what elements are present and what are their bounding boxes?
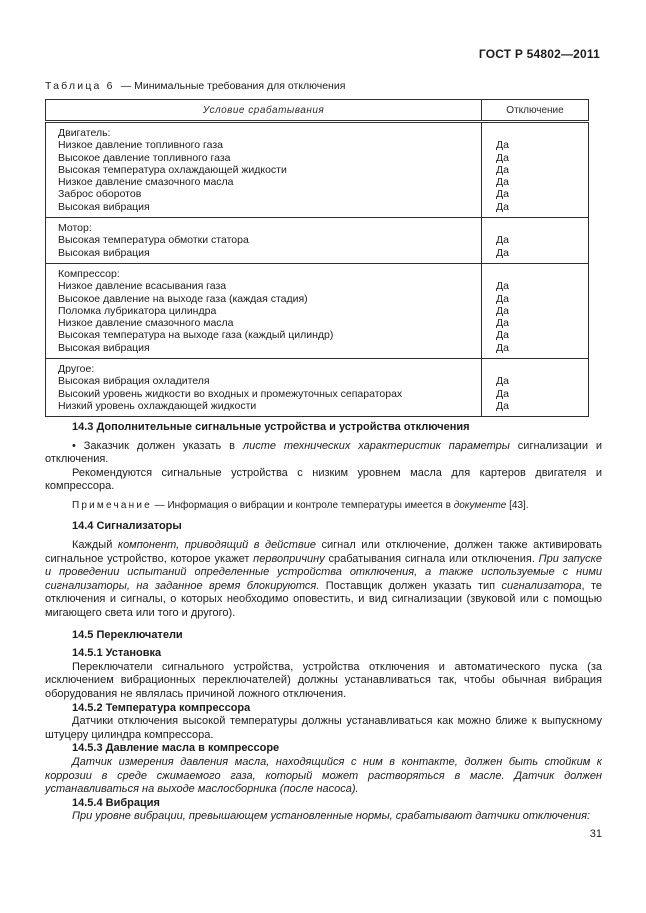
text-run: 14.5.1 Установка — [72, 647, 162, 660]
section-14-5-4-heading — [45, 797, 602, 811]
column-header-condition: Условие срабатывания — [46, 100, 482, 122]
condition-line: Высокая вибрация — [58, 200, 150, 213]
italic-run: сигнализатора — [501, 579, 582, 592]
shutdown-value: Да — [496, 375, 509, 388]
section-14-5-2-heading — [45, 702, 602, 716]
condition-line: Высокая температура охлаждающей жидкости — [58, 163, 287, 176]
shutdown-value: Да — [496, 163, 509, 176]
condition-line: Низкое давление топливного газа — [58, 139, 224, 152]
italic-run: При уровне вибрации, превышающем установленные нормы, срабатывают датчики отключения: — [72, 810, 591, 823]
condition-cell — [46, 263, 482, 358]
italic-run: листе технических характеристик параметры — [242, 439, 510, 452]
section-14-5-3-heading — [45, 742, 602, 756]
table-caption-text: — Минимальные требования для отключения — [120, 80, 346, 92]
table-body — [46, 122, 589, 417]
condition-line: Высокий уровень жидкости во входных и промежуточных сепараторах — [58, 387, 403, 400]
table-caption — [45, 80, 345, 92]
shutdown-value: Да — [496, 387, 509, 400]
text-run: Поставщик должен указать тип — [319, 579, 502, 592]
condition-cell — [46, 122, 482, 218]
shutdown-value: Да — [496, 341, 509, 354]
condition-line: Высокая вибрация — [58, 246, 150, 259]
shutdown-value: Да — [496, 200, 509, 213]
para-installation — [45, 661, 602, 702]
condition-cell — [46, 359, 482, 417]
condition-line: Другое: — [58, 363, 95, 376]
table-header-row — [46, 100, 589, 122]
shutdown-value: Да — [496, 139, 509, 152]
text-run: 14.5 Переключатели — [72, 628, 183, 641]
sections — [45, 413, 602, 824]
condition-line: Низкий уровень охлаждающей жидкости — [58, 399, 257, 412]
text-run: , те отключения и сигналы, о которых необходимо оповестить, и вид сигнализации (звуковой или с помощью мигающего света или того и другого). — [45, 579, 602, 620]
shutdown-value — [496, 222, 584, 234]
condition-line: Низкое давление смазочного масла — [58, 317, 234, 330]
text-run: 14.5.3 Давление масла в компрессоре — [72, 742, 280, 755]
shutdown-value: Да — [496, 304, 509, 317]
shutdown-value: Да — [496, 176, 509, 189]
text-run: сигнал или отключение, должен также активировать сигнальное устройство, которое укажет — [45, 539, 602, 565]
condition-line: Высокое давление на выходе газа (каждая стадия) — [58, 292, 308, 305]
note-vibration-info — [45, 500, 602, 513]
shutdown-value: Да — [496, 151, 509, 164]
table-group-row — [46, 359, 589, 417]
italic-run: компонент, приводящий в действие — [117, 539, 316, 552]
para-compressor-temperature — [45, 715, 602, 742]
text-run: 14.5.4 Вибрация — [72, 796, 160, 809]
shutdown-cell — [482, 263, 589, 358]
column-header-shutdown: Отключение — [482, 100, 589, 122]
shutdown-value — [496, 127, 584, 139]
shutdown-cell — [482, 359, 589, 417]
table-header — [46, 100, 589, 122]
text-run: Рекомендуются сигнальные устройства с низким уровнем масла для картеров двигателя и компрессора. — [45, 466, 602, 493]
condition-line: Низкое давление смазочного масла — [58, 176, 234, 189]
table-group-row — [46, 122, 589, 218]
condition-cell — [46, 218, 482, 264]
shutdown-value: Да — [496, 246, 509, 259]
condition-line: Поломка лубрикатора цилиндра — [58, 304, 217, 317]
italic-run: первопричину — [253, 552, 325, 565]
shutdown-value: Да — [496, 292, 509, 305]
text-run: Примечание — [72, 499, 152, 511]
section-14-3-heading — [45, 421, 602, 435]
para-annunciators — [45, 539, 602, 621]
shutdown-value — [496, 363, 584, 375]
text-run: [43]. — [506, 499, 529, 511]
shutdown-requirements-table — [45, 99, 589, 417]
italic-run: Датчик измерения давления масла, находящийся с ним в контакте, должен быть стойким к коррозии в среде сжимаемого газа, который может растворяться в масле. Датчик должен устанавливаться на выходе маслосборника (после насоса). — [45, 755, 602, 796]
section-14-4-heading — [45, 520, 602, 534]
section-14-5-1-heading — [45, 647, 602, 661]
condition-line: Высокая температура обмотки статора — [58, 234, 249, 247]
text-run: • Заказчик должен указать в — [72, 439, 243, 452]
para-vibration-trip — [45, 810, 602, 824]
shutdown-value: Да — [496, 280, 509, 293]
shutdown-value — [496, 268, 584, 280]
condition-line: Компрессор: — [58, 267, 120, 280]
condition-line: Двигатель: — [58, 127, 111, 139]
text-run: Переключатели сигнального устройства, устройства отключения и автоматического пуска (за исключением вибрационных переключателей) должны устанавливаться так, чтобы обычная вибрация оборудования не являлась причиной ложного отключения. — [45, 660, 602, 700]
section-14-5-heading — [45, 629, 602, 643]
shutdown-value: Да — [496, 399, 509, 412]
shutdown-value: Да — [496, 188, 509, 201]
table-caption-label: Таблица 6 — [45, 80, 115, 92]
condition-line: Высокая вибрация охладителя — [58, 375, 210, 388]
condition-line: Высокая вибрация — [58, 341, 150, 354]
condition-line: Заброс оборотов — [58, 188, 142, 201]
shutdown-value: Да — [496, 234, 509, 247]
italic-run: При запуске и проведении испытаний определенные устройства отключения, а также используемые с ними сигнализаторы, на заданное время блокируются. — [45, 552, 602, 592]
text-run: Каждый — [72, 539, 118, 552]
shutdown-value: Да — [496, 317, 509, 330]
table-group-row — [46, 263, 589, 358]
italic-run: документе — [453, 499, 507, 511]
shutdown-cell — [482, 122, 589, 218]
para-recommended-devices — [45, 467, 602, 494]
table-group-row — [46, 218, 589, 264]
condition-line: Высокое давление топливного газа — [58, 151, 231, 164]
para-oil-pressure — [45, 756, 602, 797]
text-run: 14.3 Дополнительные сигнальные устройства и устройства отключения — [72, 421, 470, 433]
text-run: сигнализации и отключения. — [45, 439, 603, 466]
shutdown-value: Да — [496, 329, 509, 342]
condition-line: Низкое давление всасывания газа — [58, 280, 227, 293]
text-run: 14.5.2 Температура компрессора — [72, 701, 251, 714]
condition-line: Мотор: — [58, 222, 92, 235]
doc-number: ГОСТ Р 54802—2011 — [478, 47, 600, 61]
condition-line: Высокая температура на выходе газа (каждый цилиндр) — [58, 329, 334, 342]
text-run: Датчики отключения высокой температуры должны устанавливаться как можно ближе к выпускному штуцеру цилиндра компрессора. — [45, 715, 602, 741]
text-run: — Информация о вибрации и контроле температуры имеется в — [151, 499, 454, 511]
page-number: 31 — [589, 828, 602, 840]
text-run: 14.4 Сигнализаторы — [72, 520, 182, 533]
text-run: срабатывания сигнала или отключения. — [324, 552, 539, 565]
para-customer-spec — [45, 440, 602, 467]
shutdown-cell — [482, 218, 589, 264]
